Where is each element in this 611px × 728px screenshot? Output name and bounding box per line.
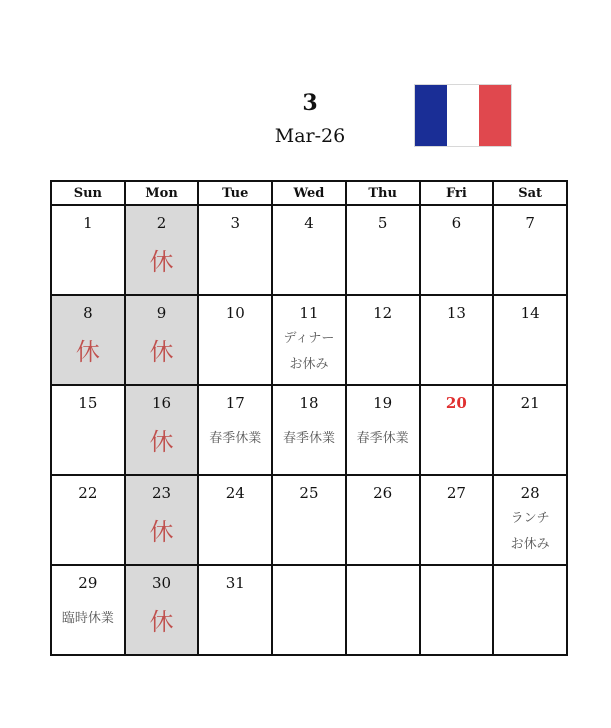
weekday-sat: Sat bbox=[493, 181, 567, 205]
week-row bbox=[51, 385, 567, 475]
day-number: 20 bbox=[445, 394, 467, 412]
day-cell bbox=[272, 295, 346, 385]
day-number: 23 bbox=[152, 484, 172, 502]
day-note bbox=[273, 326, 345, 378]
day-number: 16 bbox=[152, 394, 172, 412]
day-note-line: お休み bbox=[510, 537, 550, 552]
day-number: 28 bbox=[520, 484, 540, 502]
day-number: 18 bbox=[299, 394, 319, 412]
day-cell bbox=[51, 295, 125, 385]
day-cell bbox=[493, 475, 567, 565]
day-number: 29 bbox=[78, 574, 98, 592]
weekday-wed: Wed bbox=[272, 181, 346, 205]
day-number: 10 bbox=[225, 304, 245, 322]
day-number: 13 bbox=[446, 304, 466, 322]
day-cell bbox=[493, 205, 567, 295]
day-cell bbox=[346, 295, 420, 385]
day-cell bbox=[346, 385, 420, 475]
day-cell bbox=[198, 475, 272, 565]
day-number: 11 bbox=[299, 304, 319, 322]
empty-day-cell bbox=[493, 565, 567, 655]
empty-day-cell bbox=[420, 565, 494, 655]
day-cell bbox=[272, 475, 346, 565]
closed-day-mark: 休 bbox=[149, 428, 174, 456]
weekday-tue: Tue bbox=[198, 181, 272, 205]
day-note bbox=[273, 426, 345, 452]
day-note-line: 臨時休業 bbox=[61, 611, 114, 626]
france-flag-icon bbox=[415, 85, 511, 146]
day-cell bbox=[493, 295, 567, 385]
day-note-line: 春季休業 bbox=[209, 431, 262, 446]
day-cell bbox=[125, 295, 199, 385]
flag-red-stripe bbox=[479, 85, 511, 146]
closed-day-mark: 休 bbox=[149, 518, 174, 546]
day-cell bbox=[346, 205, 420, 295]
day-number: 25 bbox=[299, 484, 319, 502]
day-cell bbox=[125, 205, 199, 295]
weekday-mon: Mon bbox=[125, 181, 199, 205]
day-number: 22 bbox=[78, 484, 98, 502]
day-note-line: ディナー bbox=[283, 331, 335, 346]
weekday-fri: Fri bbox=[420, 181, 494, 205]
day-number: 8 bbox=[83, 304, 93, 322]
day-note bbox=[347, 426, 419, 452]
day-number: 7 bbox=[525, 214, 535, 232]
empty-day-cell bbox=[272, 565, 346, 655]
day-number: 12 bbox=[373, 304, 393, 322]
calendar-grid bbox=[50, 180, 568, 656]
day-cell bbox=[272, 385, 346, 475]
flag-white-stripe bbox=[447, 85, 479, 146]
day-note-line: 春季休業 bbox=[282, 431, 335, 446]
day-cell bbox=[493, 385, 567, 475]
closed-day-mark: 休 bbox=[149, 338, 174, 366]
flag-blue-stripe bbox=[415, 85, 447, 146]
day-number: 5 bbox=[377, 214, 388, 232]
weekday-sun: Sun bbox=[51, 181, 125, 205]
day-cell bbox=[125, 385, 199, 475]
day-cell bbox=[198, 205, 272, 295]
day-number: 1 bbox=[83, 214, 93, 232]
day-number: 14 bbox=[520, 304, 540, 322]
day-note-line: ランチ bbox=[510, 511, 550, 526]
day-number: 17 bbox=[225, 394, 245, 412]
day-cell bbox=[420, 475, 494, 565]
day-number: 3 bbox=[230, 214, 241, 232]
day-number: 15 bbox=[78, 394, 98, 412]
day-number: 19 bbox=[373, 394, 393, 412]
week-row bbox=[51, 565, 567, 655]
weekday-thu: Thu bbox=[346, 181, 420, 205]
day-cell bbox=[420, 385, 494, 475]
day-cell bbox=[272, 205, 346, 295]
day-cell bbox=[51, 475, 125, 565]
day-number: 9 bbox=[156, 304, 167, 322]
weekday-header-row bbox=[51, 181, 567, 205]
month-number: 3 bbox=[302, 90, 318, 116]
day-note-line: お休み bbox=[289, 357, 329, 372]
day-note bbox=[52, 606, 124, 632]
empty-day-cell bbox=[346, 565, 420, 655]
day-number: 31 bbox=[225, 574, 245, 592]
day-number: 6 bbox=[451, 214, 462, 232]
day-note bbox=[199, 426, 271, 452]
day-cell bbox=[51, 205, 125, 295]
day-cell bbox=[346, 475, 420, 565]
day-number: 21 bbox=[520, 394, 540, 412]
closed-day-mark: 休 bbox=[149, 248, 174, 276]
closed-day-mark: 休 bbox=[75, 338, 100, 366]
day-number: 30 bbox=[152, 574, 172, 592]
day-cell bbox=[198, 295, 272, 385]
day-note-line: 春季休業 bbox=[356, 431, 409, 446]
week-row bbox=[51, 475, 567, 565]
day-number: 4 bbox=[304, 214, 314, 232]
day-cell bbox=[125, 475, 199, 565]
day-cell bbox=[420, 295, 494, 385]
day-cell bbox=[125, 565, 199, 655]
closed-day-mark: 休 bbox=[149, 608, 174, 636]
day-number: 27 bbox=[446, 484, 466, 502]
day-cell bbox=[198, 565, 272, 655]
day-cell bbox=[51, 565, 125, 655]
week-row bbox=[51, 205, 567, 295]
day-number: 26 bbox=[373, 484, 393, 502]
day-number: 2 bbox=[156, 214, 167, 232]
day-cell bbox=[420, 205, 494, 295]
day-note bbox=[494, 506, 566, 558]
day-cell bbox=[51, 385, 125, 475]
week-row bbox=[51, 295, 567, 385]
day-number: 24 bbox=[225, 484, 245, 502]
month-label: Mar-26 bbox=[274, 125, 346, 147]
day-cell bbox=[198, 385, 272, 475]
